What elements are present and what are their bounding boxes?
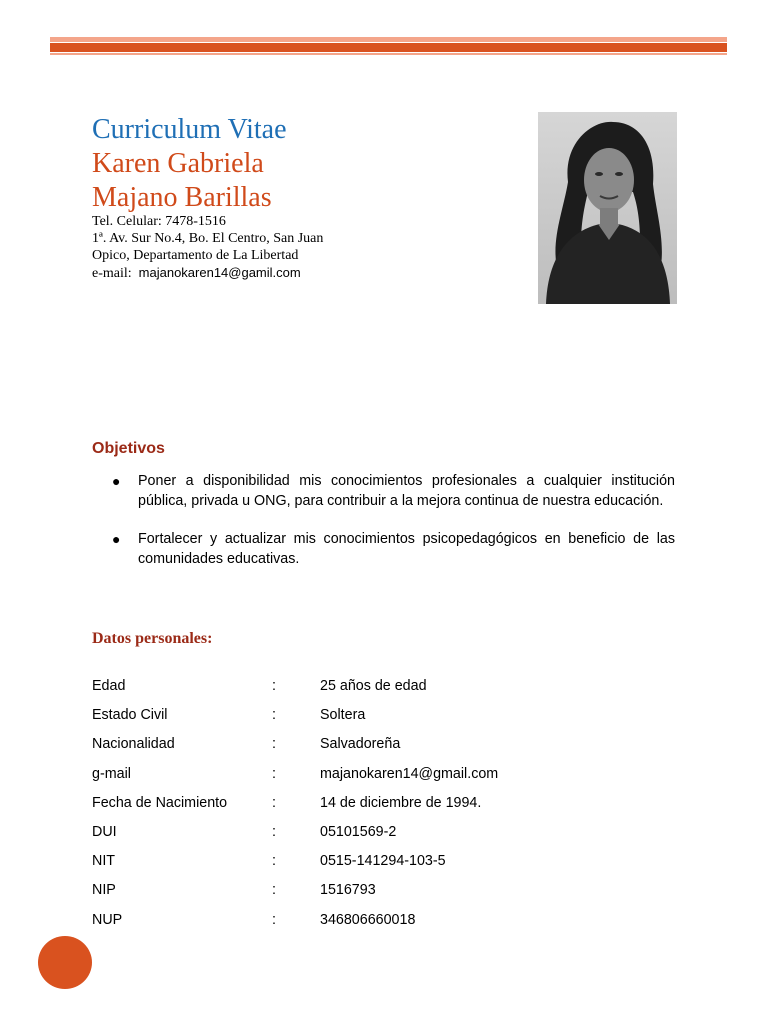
table-row [92, 910, 652, 939]
row-value: majanokaren14@gmail.com [320, 765, 499, 782]
table-row [92, 822, 652, 851]
name-last: Majano Barillas [92, 182, 272, 213]
name-first: Karen Gabriela [92, 148, 264, 179]
table-row [92, 705, 652, 734]
row-separator: : [272, 911, 276, 928]
row-separator: : [272, 678, 276, 694]
list-item [112, 530, 675, 569]
table-row [92, 793, 652, 822]
row-label: NIT [92, 853, 116, 870]
section-heading-objetivos: Objetivos [92, 440, 165, 457]
bullet-icon: ● [112, 473, 121, 489]
row-label: NUP [92, 911, 123, 928]
objetivo-text: Poner a disponibilidad mis conocimientos profesionales a cualquier institución pública, privada u ONG, para contribuir a la mejora continua de nuestra educación. [138, 473, 675, 509]
top-accent-bar [50, 43, 727, 52]
contact-email-value: majanokaren14@gamil.com [138, 265, 301, 280]
contact-address-line-2: Opico, Departamento de La Libertad [92, 248, 299, 263]
table-row [92, 880, 652, 909]
row-label: NIP [92, 882, 116, 899]
portrait-photo [538, 112, 677, 304]
row-value: Soltera [320, 707, 366, 724]
contact-phone: Tel. Celular: 7478-1516 [92, 214, 226, 229]
footer-accent-circle [38, 936, 92, 989]
datos-personales-table [92, 676, 652, 939]
objetivos-list [112, 472, 675, 569]
portrait-photo-graphic [538, 112, 677, 304]
table-row [92, 764, 652, 793]
top-accent-bar-light [50, 37, 727, 42]
row-value: Salvadoreña [320, 736, 401, 753]
table-row [92, 734, 652, 763]
row-value: 1516793 [320, 882, 376, 899]
row-value: 14 de diciembre de 1994. [320, 794, 482, 811]
contact-email [92, 264, 301, 282]
top-accent-bar-thin [50, 53, 727, 55]
contact-address-line-1: 1ª. Av. Sur No.4, Bo. El Centro, San Juan [92, 231, 324, 246]
list-item [112, 472, 675, 511]
row-label: Nacionalidad [92, 736, 175, 753]
row-separator: : [272, 765, 276, 782]
row-separator: : [272, 882, 276, 899]
table-row [92, 676, 652, 705]
row-separator: : [272, 853, 276, 870]
row-separator: : [272, 823, 276, 840]
row-label: Estado Civil [92, 707, 168, 724]
row-value: 25 años de edad [320, 678, 427, 694]
section-heading-datos-personales: Datos personales: [92, 630, 213, 647]
contact-email-label: e-mail: [92, 266, 132, 281]
row-separator: : [272, 707, 276, 724]
row-label: g-mail [92, 765, 131, 782]
document-title: Curriculum Vitae [92, 114, 287, 145]
row-separator: : [272, 736, 276, 753]
row-value: 05101569-2 [320, 823, 397, 840]
objetivo-text: Fortalecer y actualizar mis conocimientos psicopedagógicos en beneficio de las comunidades educativas. [138, 531, 675, 567]
bullet-icon: ● [112, 531, 121, 547]
row-label: Fecha de Nacimiento [92, 794, 228, 811]
row-label: Edad [92, 678, 126, 694]
row-value: 0515-141294-103-5 [320, 853, 446, 870]
row-separator: : [272, 794, 276, 811]
row-label: DUI [92, 823, 117, 840]
row-value: 346806660018 [320, 911, 416, 928]
table-row [92, 851, 652, 880]
